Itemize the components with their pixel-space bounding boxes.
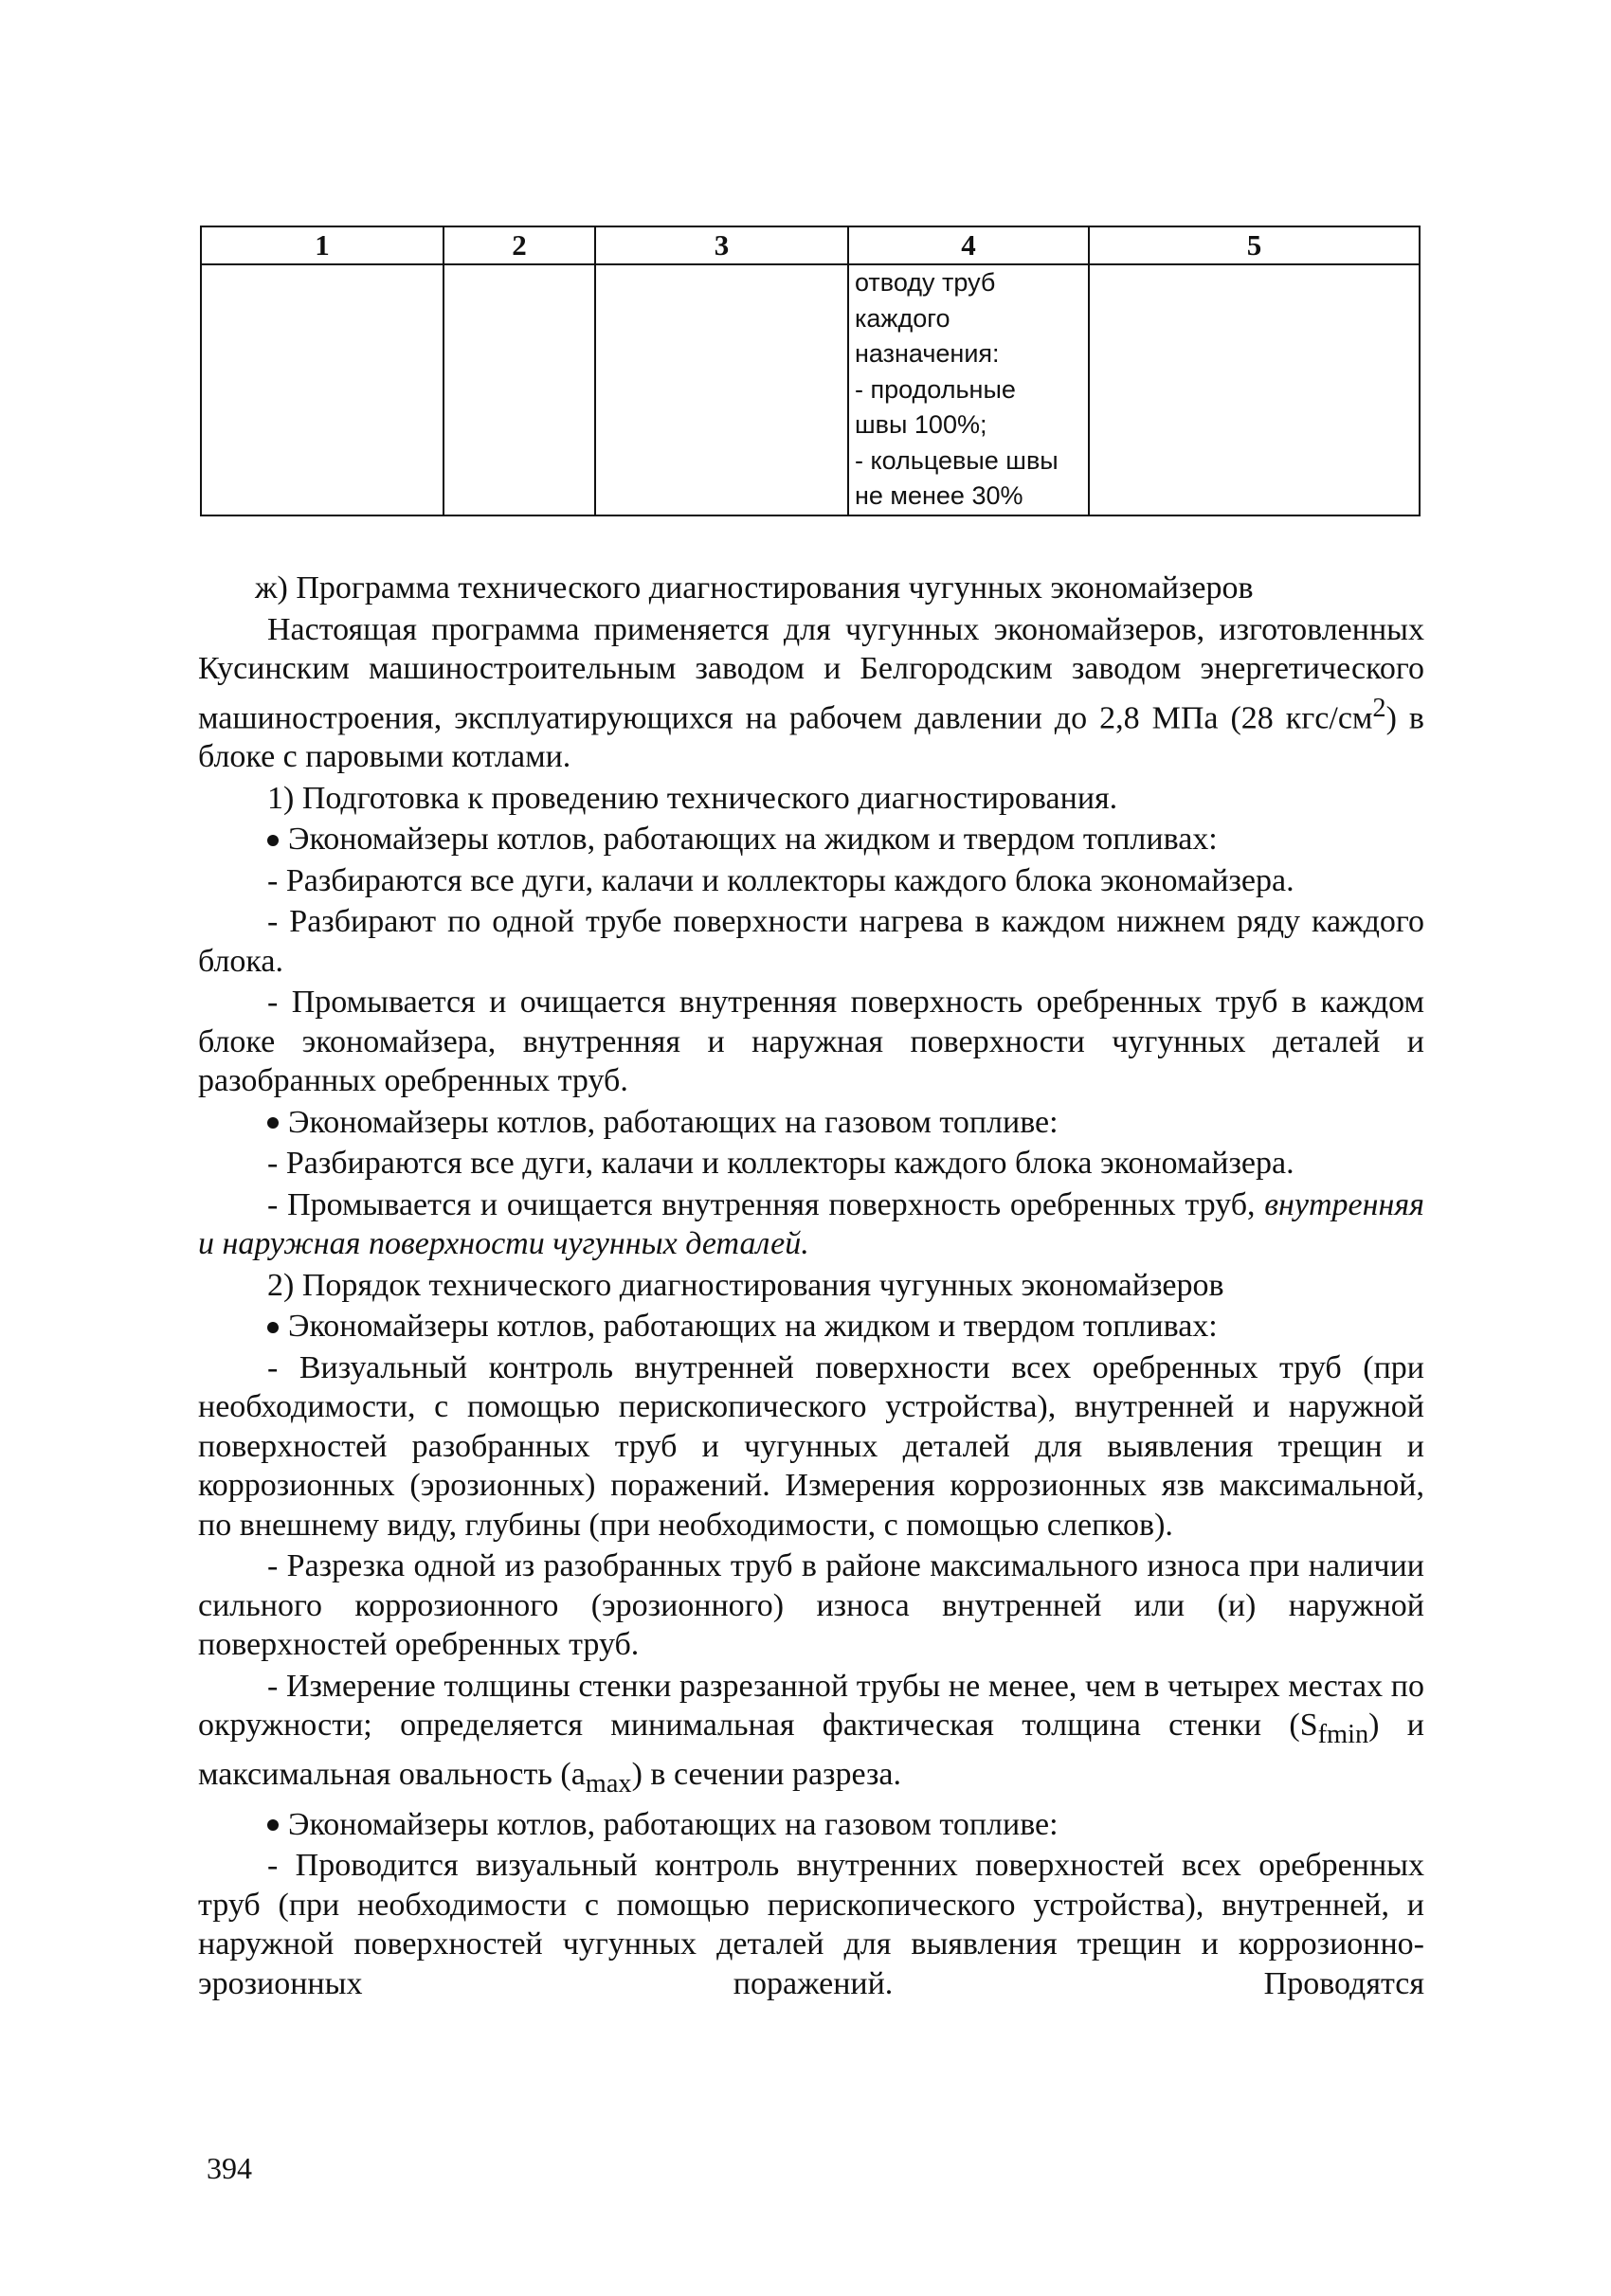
table-header-cell: 5 <box>1089 226 1420 264</box>
bullet-icon <box>267 1819 279 1831</box>
bullet-heading <box>198 820 1424 859</box>
list-item: - Промывается и очищается внутренняя поверхность оребренных труб в каждом блоке экономайзера, внутренняя и наружная поверхности чугунных деталей и разобранных оребренных труб. <box>198 985 1424 1099</box>
table-header-cell: 1 <box>201 226 443 264</box>
cell-line: - кольцевые швы <box>855 445 1059 475</box>
bullet-text: Экономайзеры котлов, работающих на газовом топливе: <box>288 1104 1059 1140</box>
continuation-table <box>200 226 1421 516</box>
bullet-icon <box>267 1322 279 1333</box>
subsection-heading-2: 2) Порядок технического диагностирования чугунных экономайзеров <box>267 1267 1224 1303</box>
table-cell-empty <box>443 264 595 515</box>
cell-line: каждого <box>855 303 950 333</box>
list-item <box>198 1185 1424 1264</box>
bullet-icon <box>267 835 279 846</box>
bullet-heading <box>198 1103 1424 1143</box>
intro-text-part: Настоящая программа применяется для чугунных экономайзеров, изготовленных Кусинским машиностроительным заводом и Белгородским заводом энергетического машиностроения, эксплуатирующихся на рабочем давлении до 2,8 МПа (28 кгс/см <box>198 611 1424 735</box>
list-item-text-italic: внутренняя и наружная поверхности чугунных деталей. <box>198 1186 1424 1262</box>
table-header-cell: 4 <box>848 226 1089 264</box>
list-item: - Проводится визуальный контроль внутренних поверхностей всех оребренных труб (при необходимости с помощью перископического устройства), внутренней, и наружной поверхностей чугунных деталей для выявления трещин и коррозионно-эрозионных поражений. Проводятся <box>198 1848 1424 2001</box>
cell-line: швы 100%; <box>855 410 987 439</box>
subscript: max <box>585 1768 632 1799</box>
page-number: 394 <box>207 2151 252 2185</box>
table-header-cell: 2 <box>443 226 595 264</box>
cell-line: назначения: <box>855 339 1000 368</box>
bullet-text: Экономайзеры котлов, работающих на жидком и твердом топливах: <box>288 1309 1218 1345</box>
cell-line: не менее 30% <box>855 481 1023 510</box>
table-cell-empty <box>201 264 443 515</box>
intro-paragraph <box>198 610 1424 777</box>
bullet-heading <box>198 1307 1424 1347</box>
intro-text-part: ) в блоке с паровыми котлами. <box>198 699 1424 775</box>
list-item <box>198 1667 1424 1803</box>
list-item: - Разбираются все дуги, калачи и коллекторы каждого блока экономайзера. <box>267 1146 1294 1182</box>
bullet-icon <box>267 1117 279 1129</box>
cell-line: - продольные <box>855 374 1016 404</box>
bullet-heading <box>198 1805 1424 1845</box>
list-item-text: - Измерение толщины стенки разрезанной трубы не менее, чем в четырех местах по окружности; определяется минимальная фактическая толщина стенки (S <box>198 1668 1424 1744</box>
document-body <box>198 569 1424 2005</box>
bullet-text: Экономайзеры котлов, работающих на жидком и твердом топливах: <box>288 822 1218 858</box>
list-item-text: - Промывается и очищается внутренняя поверхность оребренных труб, <box>267 1186 1256 1222</box>
subsection-heading-1: 1) Подготовка к проведению технического диагностирования. <box>267 780 1118 816</box>
table-cell-col4 <box>848 264 1089 515</box>
list-item-text: ) в сечении разреза. <box>631 1756 902 1792</box>
list-item: - Разбираются все дуги, калачи и коллекторы каждого блока экономайзера. <box>267 862 1294 898</box>
table-cell-empty <box>595 264 848 515</box>
cell-line: отводу труб <box>855 268 996 297</box>
table-header-cell: 3 <box>595 226 848 264</box>
table-header-row <box>201 226 1420 264</box>
list-item: - Разрезка одной из разобранных труб в районе максимального износа при наличии сильного коррозионного (эрозионного) износа внутренней или (и) наружной поверхностей оребренных труб. <box>198 1548 1424 1663</box>
table-row <box>201 264 1420 515</box>
list-item: - Разбирают по одной трубе поверхности нагрева в каждом нижнем ряду каждого блока. <box>198 904 1424 979</box>
bullet-text: Экономайзеры котлов, работающих на газовом топливе: <box>288 1806 1059 1842</box>
superscript: 2 <box>1372 693 1386 723</box>
subscript: fmin <box>1317 1720 1369 1750</box>
section-title: ж) Программа технического диагностирования чугунных экономайзеров <box>255 570 1254 606</box>
list-item-text: ) и максимальная овальность (a <box>198 1708 1424 1792</box>
list-item: - Визуальный контроль внутренней поверхности всех оребренных труб (при необходимости, с помощью перископического устройства), внутренней и наружной поверхностей разобранных труб и чугунных деталей для выявления трещин и коррозионных (эрозионных) поражений. Измерения коррозионных язв максимальной, по внешнему виду, глубины (при необходимости, с помощью слепков). <box>198 1349 1424 1543</box>
table-cell-empty <box>1089 264 1420 515</box>
